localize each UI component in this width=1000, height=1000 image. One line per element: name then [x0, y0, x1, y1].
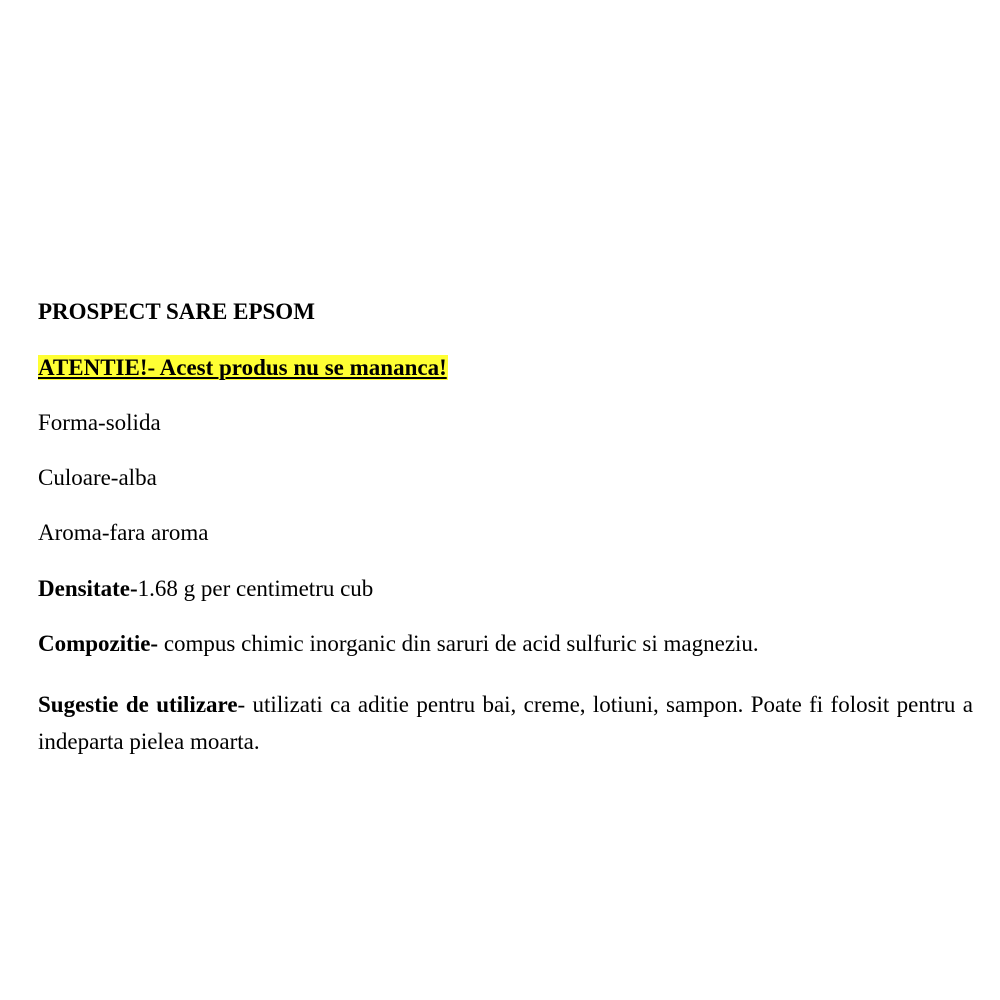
- densitate-line: [38, 575, 373, 603]
- densitate-label: Densitate-: [38, 576, 138, 601]
- compozitie-label: Compozitie-: [38, 631, 159, 656]
- document-page: [38, 0, 973, 1000]
- warning-highlight: ATENTIE!- Acest produs nu se mananca!: [38, 355, 447, 380]
- compozitie-value: compus chimic inorganic din saruri de acid sulfuric si magneziu.: [158, 631, 759, 656]
- sugestie-value: - utilizati ca aditie pentru bai, creme, lotiuni, sampon. Poate fi folosit pentru a indeparta pielea moarta.: [38, 692, 973, 754]
- forma-line: Forma-solida: [38, 410, 161, 435]
- warning-line: [38, 354, 448, 382]
- culoare-line: Culoare-alba: [38, 465, 157, 490]
- densitate-value: 1.68 g per centimetru cub: [137, 576, 374, 601]
- compozitie-line: [38, 630, 759, 658]
- sugestie-paragraph: [38, 686, 973, 760]
- document-title: PROSPECT SARE EPSOM: [38, 299, 315, 324]
- sugestie-label: Sugestie de utilizare: [38, 692, 238, 717]
- aroma-line: Aroma-fara aroma: [38, 520, 209, 545]
